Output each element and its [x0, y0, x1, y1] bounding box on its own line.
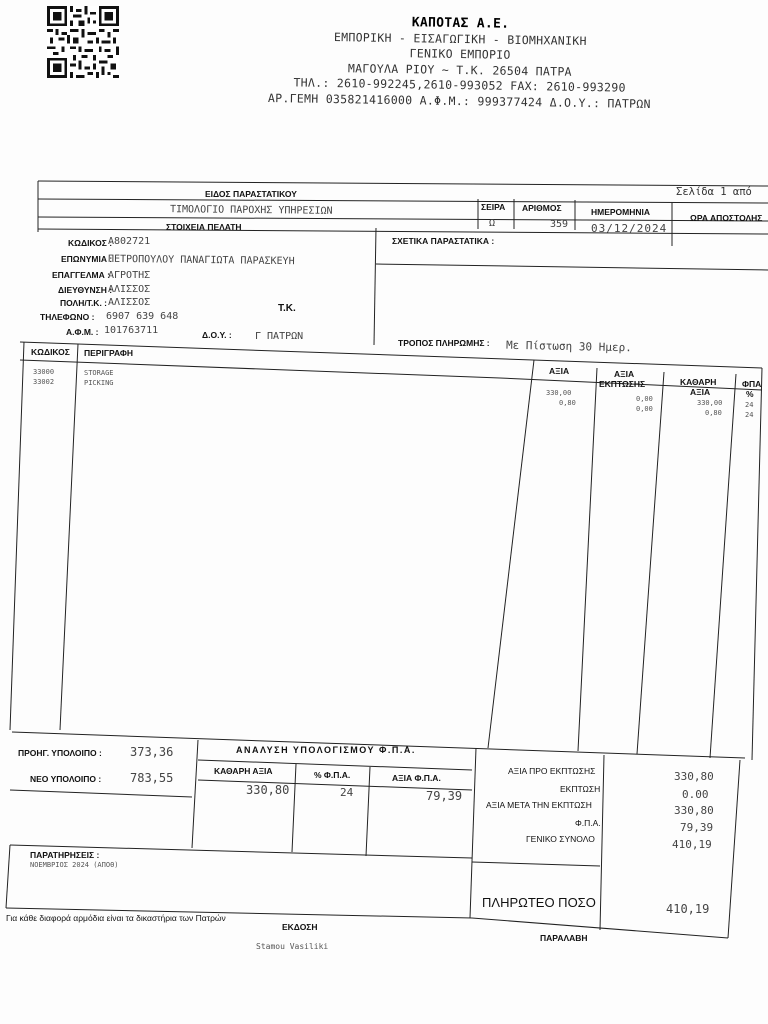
remarks-label: ΠΑΡΑΤΗΡΗΣΕΙΣ : — [30, 850, 100, 860]
company-category: ΓΕΝΙΚΟ ΕΜΠΟΡΙΟ — [409, 46, 511, 62]
doc-type-label: ΕΙΔΟΣ ΠΑΡΑΣΤΑΤΙΚΟΥ — [205, 189, 297, 199]
customer-city-value: ΑΛΙΣΣΟΣ — [108, 297, 151, 308]
col-net-header-1: ΚΑΘΑΡΗ — [680, 377, 717, 387]
payable-amount-label: ΠΛΗΡΩΤΕΟ ΠΟΣΟ — [482, 895, 596, 910]
vat-amount-label: ΑΞΙΑ Φ.Π.Α. — [392, 773, 441, 783]
item-code: 33000 — [33, 368, 55, 376]
receipt-label: ΠΑΡΑΛΑΒΗ — [540, 933, 588, 943]
before-discount-value: 330,80 — [674, 770, 714, 783]
item-code: 33002 — [33, 378, 55, 386]
customer-phone-label: ΤΗΛΕΦΩΝΟ : — [40, 312, 95, 322]
page-label: Σελίδα 1 από — [676, 186, 752, 198]
col-description-header: ΠΕΡΙΓΡΑΦΗ — [84, 348, 134, 358]
item-discount: 0,00 — [636, 395, 653, 403]
issuer-name: Stamou Vasiliki — [256, 942, 329, 951]
discount-total-value: 0.00 — [682, 788, 709, 801]
vat-net-value: 330,80 — [246, 783, 290, 797]
customer-section-label: ΣΤΟΙΧΕΙΑ ΠΕΛΑΤΗ — [166, 222, 242, 232]
item-description: PICKING — [84, 379, 114, 387]
item-net: 330,00 — [697, 399, 723, 407]
after-discount-label: ΑΞΙΑ ΜΕΤΑ ΤΗΝ ΕΚΠΤΩΣΗ — [486, 800, 592, 810]
related-docs-label: ΣΧΕΤΙΚΑ ΠΑΡΑΣΤΑΤΙΚΑ : — [392, 236, 495, 246]
send-time-label: ΩΡΑ ΑΠΟΣΤΟΛΗΣ — [690, 213, 763, 223]
number-value: 359 — [550, 219, 569, 230]
vat-analysis-title: ΑΝΑΛΥΣΗ ΥΠΟΛΟΓΙΣΜΟΥ Φ.Π.Α. — [236, 745, 416, 755]
vat-total-label: Φ.Π.Α. — [575, 818, 601, 828]
customer-profession-label: ΕΠΑΓΓΕΛΜΑ : — [52, 270, 110, 280]
series-label: ΣΕΙΡΑ — [481, 202, 506, 212]
payment-method-label: ΤΡΟΠΟΣ ΠΛΗΡΩΜΗΣ : — [398, 338, 490, 348]
company-phones: ΤΗΛ.: 2610-992245,2610-993052 FAX: 2610-993290 — [293, 75, 626, 95]
vat-net-label: ΚΑΘΑΡΗ ΑΞΙΑ — [214, 766, 273, 776]
grand-total-label: ΓΕΝΙΚΟ ΣΥΝΟΛΟ — [526, 834, 595, 844]
date-label: ΗΜΕΡΟΜΗΝΙΑ — [591, 207, 651, 217]
discount-total-label: ΕΚΠΤΩΣΗ — [560, 784, 601, 794]
customer-tk-label: Τ.Κ. — [278, 303, 296, 314]
customer-afm-value: 101763711 — [104, 325, 159, 336]
previous-balance-value: 373,36 — [130, 745, 174, 759]
before-discount-label: ΑΞΙΑ ΠΡΟ ΕΚΠΤΩΣΗΣ — [508, 766, 596, 776]
remarks-value: ΝΟΕΜΒΡΙΟΣ 2024 (ΑΠΟΘ) — [30, 861, 119, 869]
item-value: 330,00 — [546, 389, 572, 397]
col-value-header: ΑΞΙΑ — [549, 366, 570, 376]
item-value: 0,80 — [559, 399, 576, 407]
customer-address-value: ΑΛΙΣΣΟΣ — [108, 284, 151, 295]
payment-method-value: Με Πίστωση 30 Ημερ. — [505, 338, 632, 355]
item-vat: 24 — [745, 411, 754, 419]
vat-amount-value: 79,39 — [426, 789, 463, 803]
customer-address-label: ΔΙΕΥΘΥΝΣΗ : — [58, 285, 113, 295]
new-balance-label: ΝΕΟ ΥΠΟΛΟΙΠΟ : — [30, 774, 102, 784]
vat-pct-label: % Φ.Π.Α. — [314, 770, 351, 780]
customer-profession-value: ΑΓΡΟΤΗΣ — [108, 270, 151, 281]
col-net-header-2: ΑΞΙΑ — [690, 387, 711, 397]
vat-total-value: 79,39 — [680, 821, 714, 834]
after-discount-value: 330,80 — [674, 804, 714, 817]
customer-city-label: ΠΟΛΗ/Τ.Κ. : — [60, 298, 108, 308]
col-vat-header-2: % — [746, 389, 754, 399]
issue-label: ΕΚΔΟΣΗ — [282, 922, 318, 932]
customer-name-value: ΠΕΤΡΟΠΟΥΛΟΥ ΠΑΝΑΓΙΩΤΑ ΠΑΡΑΣΚΕΥΗ — [107, 253, 295, 268]
new-balance-value: 783,55 — [130, 771, 174, 785]
company-registry: ΑΡ.ΓΕΜΗ 035821416000 Α.Φ.Μ.: 999377424 Δ.Ο.Υ.: ΠΑΤΡΩΝ — [267, 90, 651, 111]
customer-doy-value: Γ ΠΑΤΡΩΝ — [255, 331, 304, 342]
item-discount: 0,00 — [636, 405, 653, 413]
customer-doy-label: Δ.Ο.Υ. : — [202, 330, 232, 340]
item-vat: 24 — [745, 401, 754, 409]
customer-afm-label: Α.Φ.Μ. : — [66, 327, 99, 337]
date-value: 03/12/2024 — [591, 222, 668, 235]
payable-amount-value: 410,19 — [666, 902, 710, 916]
col-discount-header-1: ΑΞΙΑ — [614, 369, 635, 379]
item-description: STORAGE — [84, 369, 114, 377]
customer-phone-value: 6907 639 648 — [106, 311, 179, 322]
customer-code-value: Α802721 — [108, 236, 151, 247]
company-name: ΚΑΠΟΤΑΣ Α.Ε. — [411, 15, 510, 32]
item-net: 0,80 — [705, 409, 722, 417]
customer-name-label: ΕΠΩΝΥΜΙΑ : — [61, 254, 113, 264]
col-discount-header-2: ΕΚΠΤΩΣΗΣ — [599, 379, 646, 389]
col-code-header: ΚΩΔΙΚΟΣ — [31, 347, 70, 357]
company-address: ΜΑΓΟΥΛΑ ΡΙΟΥ ~ Τ.Κ. 26504 ΠΑΤΡΑ — [347, 60, 572, 79]
doc-type-value: ΤΙΜΟΛΟΓΙΟ ΠΑΡΟΧΗΣ ΥΠΗΡΕΣΙΩΝ — [169, 204, 333, 217]
previous-balance-label: ΠΡΟΗΓ. ΥΠΟΛΟΙΠΟ : — [18, 748, 102, 758]
number-label: ΑΡΙΘΜΟΣ — [522, 203, 562, 213]
grand-total-value: 410,19 — [672, 838, 712, 851]
jurisdiction-note: Για κάθε διαφορά αρμόδια είναι τα δικαστήρια των Πατρών — [6, 913, 226, 923]
company-activity: ΕΜΠΟΡΙΚΗ - ΕΙΣΑΓΩΓΙΚΗ - ΒΙΟΜΗΧΑΝΙΚΗ — [333, 29, 587, 48]
vat-pct-value: 24 — [340, 786, 354, 799]
customer-code-label: ΚΩΔΙΚΟΣ : — [68, 238, 113, 248]
col-vat-header-1: ΦΠΑ — [742, 379, 762, 389]
series-value: Ω — [489, 218, 496, 229]
